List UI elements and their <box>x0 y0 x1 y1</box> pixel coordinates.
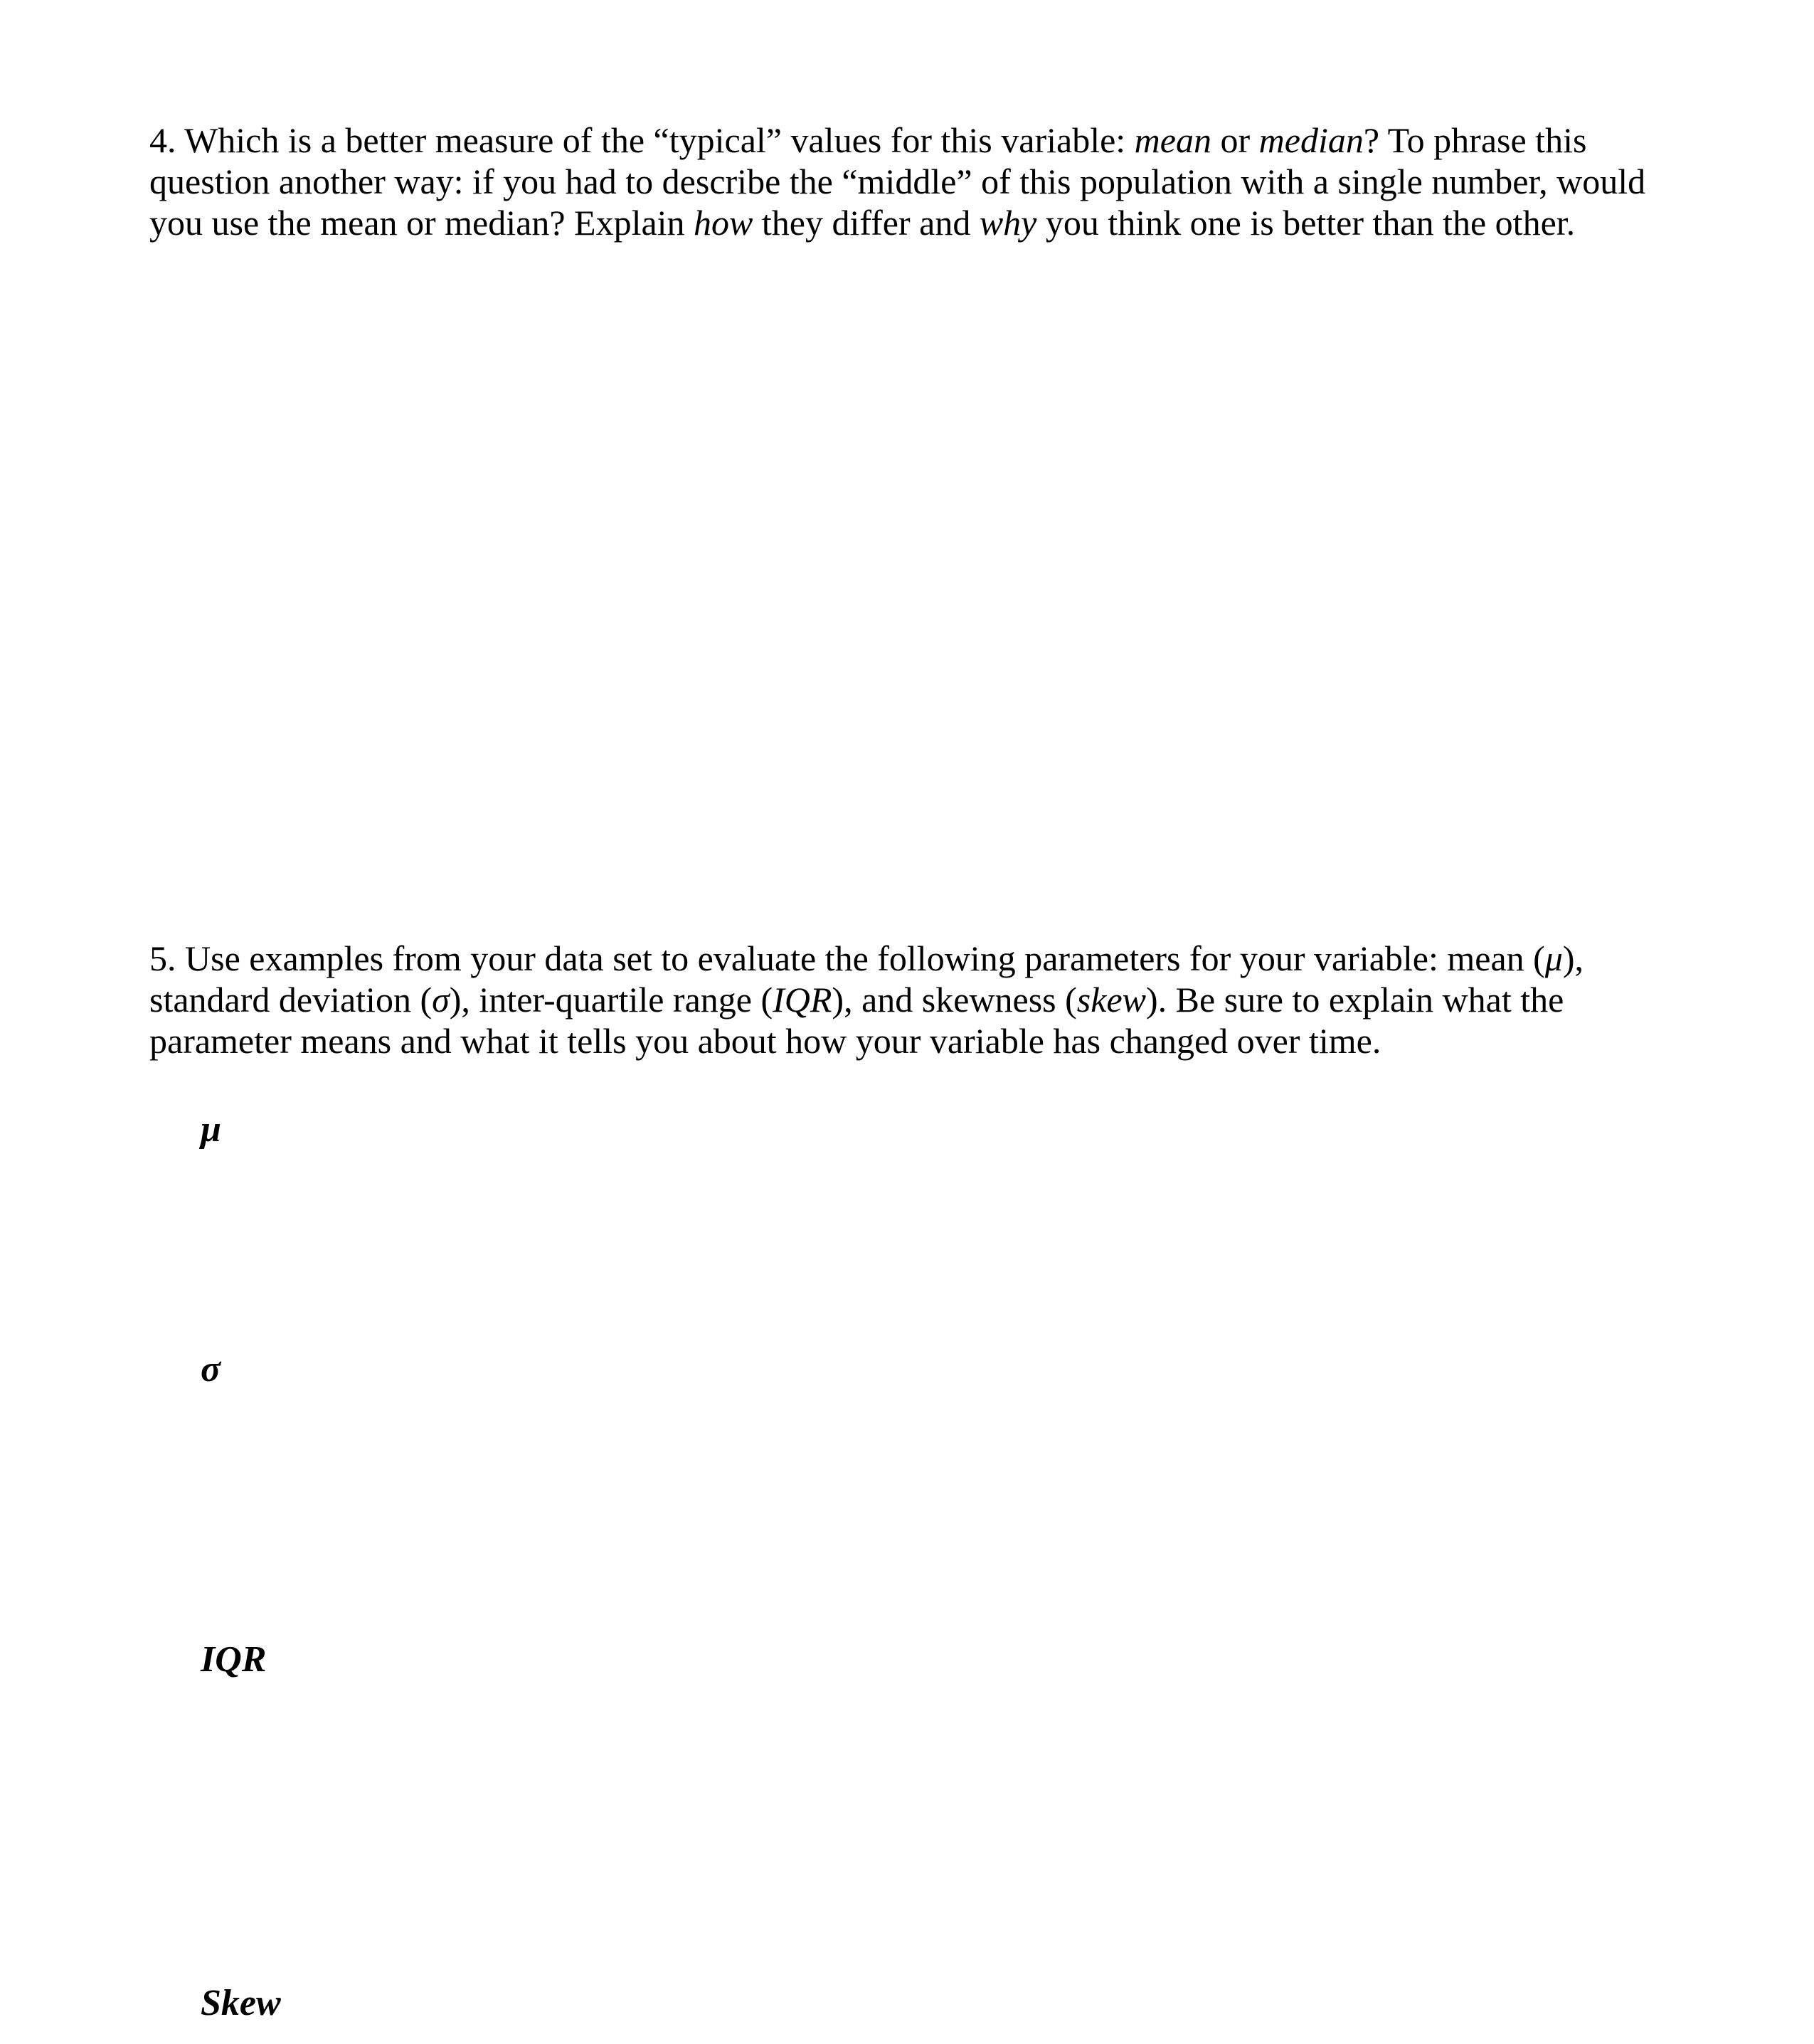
q4-text-5: you think one is better than the other. <box>1036 203 1576 243</box>
param-label-iqr: IQR <box>201 1639 267 1680</box>
q5-text-2: ), standard deviation ( <box>149 938 1584 1020</box>
question-4 <box>149 120 1679 243</box>
q5-text-5: ). Be sure to explain what the parameter means and what it tells you about how your variable has changed over time. <box>149 980 1564 1061</box>
q4-text-2: or <box>1211 120 1259 160</box>
param-label-mu: μ <box>201 1109 221 1150</box>
q4-text-4: they differ and <box>753 203 980 243</box>
q4-emph-why: why <box>979 203 1037 243</box>
q5-emph-sigma: σ <box>432 980 450 1020</box>
q4-text-3: ? To phrase this question another way: if you had to describe the “middle” of this population with a single number, would you use the mean or median? Explain <box>149 120 1646 243</box>
param-label-sigma: σ <box>201 1349 221 1389</box>
q5-text-4: ), and skewness ( <box>832 980 1077 1020</box>
q4-emph-median: median <box>1258 120 1364 160</box>
q5-emph-iqr: IQR <box>773 980 832 1020</box>
q5-text-3: ), inter-quartile range ( <box>449 980 773 1020</box>
q4-emph-mean: mean <box>1134 120 1211 160</box>
q5-text-1: 5. Use examples from your data set to evaluate the following parameters for your variable: mean ( <box>149 938 1545 978</box>
question-5 <box>149 938 1679 1061</box>
param-label-skew: Skew <box>201 1983 281 2023</box>
q4-emph-how: how <box>694 203 753 243</box>
q5-emph-skew: skew <box>1076 980 1146 1020</box>
q5-emph-mu: μ <box>1544 938 1563 978</box>
q4-text-1: 4. Which is a better measure of the “typical” values for this variable: <box>149 120 1135 160</box>
